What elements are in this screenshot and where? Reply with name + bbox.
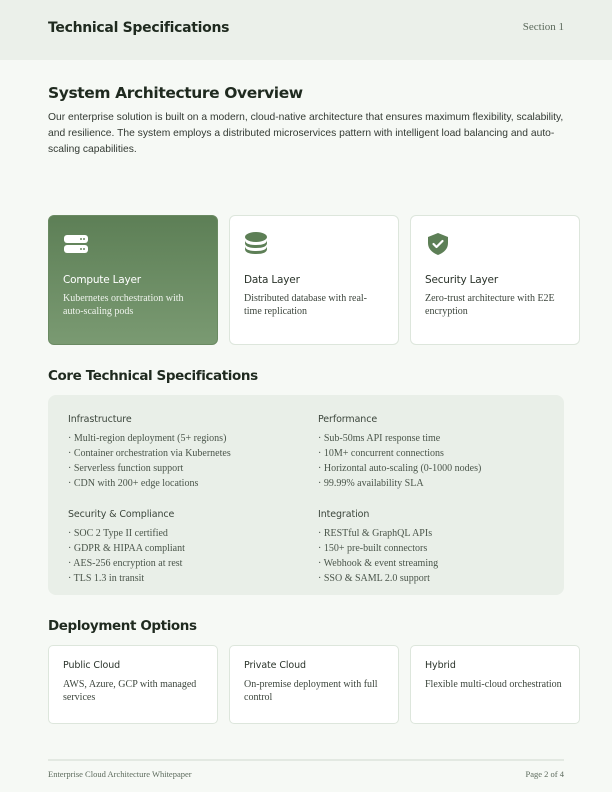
spec-group-security-compliance <box>68 509 308 586</box>
shield-check-icon <box>425 231 451 257</box>
deployment-description: Flexible multi-cloud orchestration <box>425 679 562 690</box>
layer-card-data <box>229 215 399 345</box>
spec-item: · Serverless function support <box>68 461 308 476</box>
spec-item: · Sub-50ms API response time <box>318 431 558 446</box>
page-header <box>0 0 612 60</box>
deployment-name: Private Cloud <box>244 660 306 671</box>
footer-document-title: Enterprise Cloud Architecture Whitepaper <box>48 769 192 779</box>
deployment-card-public-cloud <box>48 645 218 724</box>
layer-title: Compute Layer <box>63 274 141 286</box>
spec-item: · Webhook & event streaming <box>318 556 558 571</box>
layer-description: Zero-trust architecture with E2E encryption <box>425 293 555 317</box>
deployment-name: Public Cloud <box>63 660 121 671</box>
spec-item: · 10M+ concurrent connections <box>318 446 558 461</box>
deployment-option-cards <box>48 645 564 724</box>
spec-item: · SSO & SAML 2.0 support <box>318 571 558 586</box>
spec-group-title: Security & Compliance <box>68 509 175 520</box>
database-icon <box>244 231 270 257</box>
layer-card-security <box>410 215 580 345</box>
spec-item: · Container orchestration via Kubernetes <box>68 446 308 461</box>
deployment-name: Hybrid <box>425 660 456 671</box>
layer-description: Kubernetes orchestration with auto-scaling pods <box>63 293 184 317</box>
spec-item: · 99.99% availability SLA <box>318 476 558 491</box>
spec-item: · AES-256 encryption at rest <box>68 556 308 571</box>
header-title: Technical Specifications <box>48 20 230 36</box>
layer-description: Distributed database with real-time replication <box>244 293 368 317</box>
spec-group-title: Integration <box>318 509 370 520</box>
spec-group-infrastructure <box>68 414 308 491</box>
specs-panel <box>48 395 564 595</box>
page-number: Page 2 of 4 <box>525 769 564 779</box>
spec-group-title: Infrastructure <box>68 414 132 425</box>
footer-divider <box>48 759 564 761</box>
deployment-description: On-premise deployment with full control <box>244 679 378 703</box>
layer-title: Security Layer <box>425 274 498 286</box>
spec-group-integration <box>318 509 558 586</box>
spec-item: · CDN with 200+ edge locations <box>68 476 308 491</box>
section-label: Section 1 <box>522 21 564 33</box>
spec-group-performance <box>318 414 558 491</box>
layer-card-compute <box>48 215 218 345</box>
server-icon <box>63 231 89 257</box>
specs-heading: Core Technical Specifications <box>48 368 258 384</box>
spec-item: · SOC 2 Type II certified <box>68 526 308 541</box>
spec-item: · Horizontal auto-scaling (0-1000 nodes) <box>318 461 558 476</box>
deployment-heading: Deployment Options <box>48 618 197 634</box>
spec-item: · TLS 1.3 in transit <box>68 571 308 586</box>
overview-paragraph: Our enterprise solution is built on a modern, cloud-native architecture that ensures maximum flexibility, scalability, and resilience. The system employs a distributed microservices pattern with intelligent load balancing and auto-scaling capabilities. <box>48 112 564 155</box>
layer-title: Data Layer <box>244 274 300 286</box>
deployment-description: AWS, Azure, GCP with managed services <box>63 679 197 703</box>
spec-group-title: Performance <box>318 414 378 425</box>
deployment-card-hybrid <box>410 645 580 724</box>
spec-item: · Multi-region deployment (5+ regions) <box>68 431 308 446</box>
architecture-layer-cards <box>48 215 564 345</box>
overview-heading: System Architecture Overview <box>48 84 303 102</box>
spec-item: · RESTful & GraphQL APIs <box>318 526 558 541</box>
spec-item: · GDPR & HIPAA compliant <box>68 541 308 556</box>
deployment-card-private-cloud <box>229 645 399 724</box>
spec-item: · 150+ pre-built connectors <box>318 541 558 556</box>
